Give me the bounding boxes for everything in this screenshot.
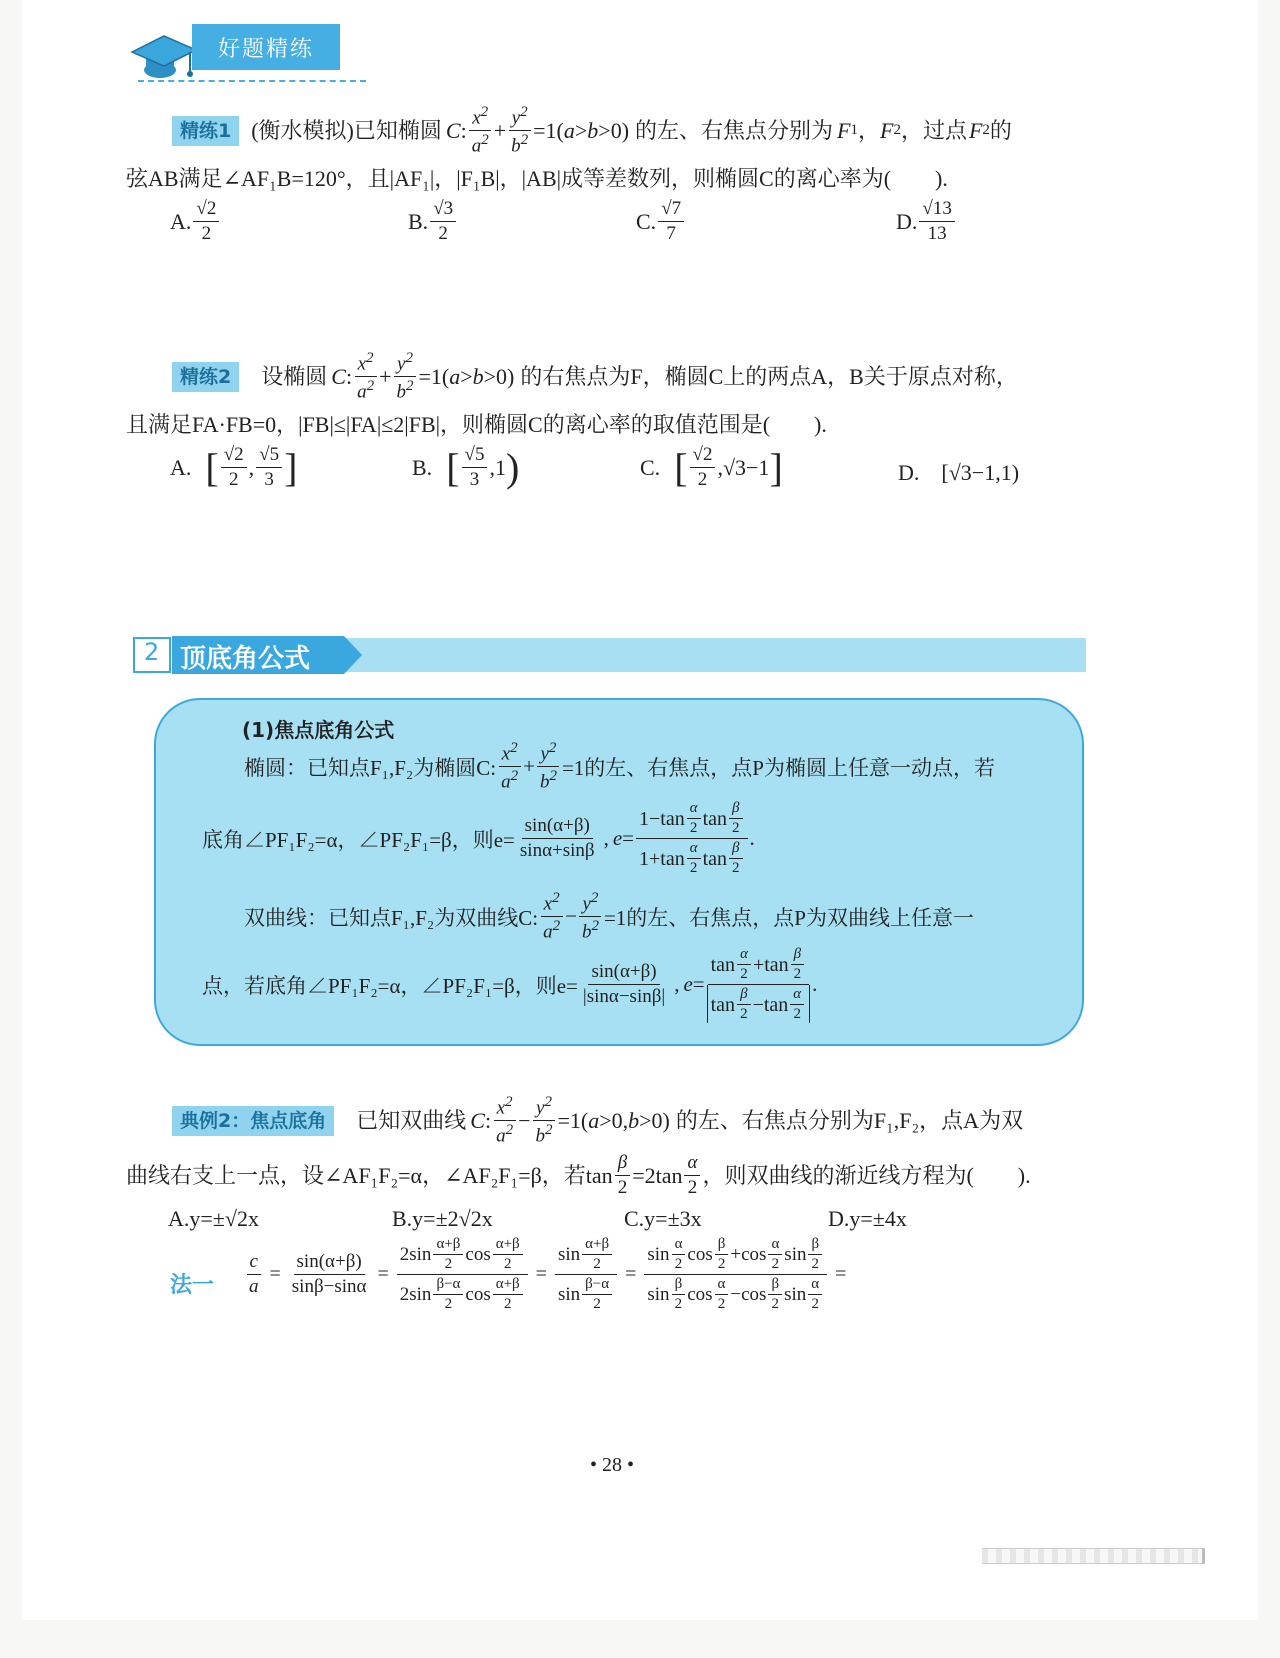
ex2-option-b: B. [ $\frac{√5}{3}$ ,1 ): [412, 444, 520, 490]
header-dashed-divider: [138, 80, 366, 82]
ex2-option-a: A. [ $\frac{√2}{2}$ , $\frac{√5}{3}$ ]: [170, 444, 298, 490]
ex1-option-b: B. $\frac{√3}{2}$: [408, 198, 458, 245]
ex1-line2: 弦AB满足∠AF₁B=120°，且|AF₁|，|F₁B|，|AB|成等差数列，则椭圆C的离心率为( ).: [126, 166, 948, 191]
example2-line2: 曲线右支上一点，设∠AF₁F₂=α，∠AF₂F₁=β，若tan $\frac{\beta}{2}$ =2tan $\frac{\alpha}{2}$ ，则双曲线的渐近线方程为( ).: [126, 1152, 1031, 1198]
section-number: 2: [144, 638, 160, 666]
ex1-text-rest: 的左、右焦点分别为: [635, 117, 834, 143]
ex1-source: (衡水模拟)已知椭圆: [251, 117, 442, 143]
example2-option-d: D.y=±4x: [828, 1206, 907, 1231]
scan-edge-mark: [982, 1548, 1205, 1564]
ex1-tag: 精练1: [172, 116, 239, 146]
graduation-cap-icon: [130, 28, 200, 84]
example2-line1: 典例2：焦点底角 已知双曲线 C : $\frac{x^2}{a^2}$ − $\frac{y^2}{b^2}$ =1( a >0, b >0) 的左、右焦点分别为F₁,F₂，点A为双: [172, 1094, 1132, 1148]
section-header: [132, 636, 1086, 674]
method1-label: 法一: [170, 1273, 215, 1298]
frac-x2-a2: $\frac{x^2}{a^2}$: [469, 104, 492, 158]
example2-option-a: A.y=±√2x: [168, 1206, 259, 1231]
page: [22, 0, 1258, 1620]
ex1-option-a: A. $\frac{√2}{2}$: [170, 198, 221, 245]
example2-tag: 典例2：焦点底角: [172, 1106, 334, 1136]
ex1-line1: 精练1 (衡水模拟)已知椭圆 C : $\frac{x^2}{a^2}$ + $\frac{y^2}{b^2}$ =1( a > b >0) 的左、右焦点分别为 F 1 ， F 2 ，过点 F 2 的: [172, 104, 1122, 158]
ex1-option-c: C. $\frac{√7}{7}$: [636, 198, 686, 245]
section-title: 顶底角公式: [180, 644, 311, 674]
section-bar: [342, 638, 1086, 672]
ellipse-line1: 椭圆：已知点F₁,F₂为椭圆C: $\frac{x^2}{a^2}$ + $\frac{y^2}{b^2}$ =1的左、右焦点，点P为椭圆上任意一动点，若: [244, 740, 995, 793]
example2-text-rest: 的左、右焦点分别为F₁,F₂，点A为双: [675, 1107, 1024, 1133]
example2-option-c: C.y=±3x: [624, 1206, 702, 1231]
method1-derivation: $\frac{c}{a}$ = $\frac{\sin(\alpha+\beta)}{\sin\beta-\sin\alpha}$ = 2sin $\frac{\alpha+\beta}{2}$ cos $\frac{\alpha+\beta}{2}$ 2sin $\frac{\beta-\alpha}{2}$ cos $\frac{\alpha+\beta}{2}$ = sin $\frac{\alpha+\beta}{2}$ sin $\frac{\beta-\alpha}{2}$ = sin $\frac{\alpha}{2}$ cos $\frac{\beta}{2}$ +cos $\frac{\alpha}{2}$ sin $\frac{\beta}{2}$ sin $\frac{\beta}{2}$ cos $\frac{\alpha}{2}$ −cos $\frac{\beta}{2}$ sin $\frac{\alpha}{2}$ =: [244, 1236, 852, 1313]
ex2-option-c: C. [ $\frac{√2}{2}$ ,√3−1 ]: [640, 444, 783, 490]
ex2-line2: 且满足FA·FB=0，|FB|≤|FA|≤2|FB|，则椭圆C的离心率的取值范围是( ).: [126, 412, 827, 437]
ex1-text-end: 的: [989, 117, 1012, 143]
formula-box: [154, 698, 1084, 1046]
header-badge-label: 好题精练: [217, 36, 314, 62]
ex2-line1: 精练2 设椭圆 C : $\frac{x^2}{a^2}$ + $\frac{y^2}{b^2}$ =1( a > b >0) 的右焦点为F，椭圆C上的两点A，B关于原点对称，: [172, 350, 1122, 404]
hyperbola-line2: 点，若底角∠PF₁F₂=α，∠PF₂F₁=β，则e= $\frac{\sin(\alpha+\beta)}{|\sin\alpha-\sin\beta|}$ , e = tan $\frac{\alpha}{2}$ +tan $\frac{\beta}{2}$ tan $\frac{\beta}{2}$ −tan $\frac{\alpha}{2}$ .: [202, 946, 818, 1022]
ex2-text-rest: 的右焦点为F，椭圆C上的两点A，B关于原点对称，: [520, 363, 1018, 389]
example2-option-b: B.y=±2√2x: [392, 1206, 493, 1231]
formula-heading: (1)焦点底角公式: [242, 718, 395, 742]
frac-y2-b2: $\frac{y^2}{b^2}$: [508, 104, 531, 158]
header-badge-area: [130, 20, 370, 90]
header-badge: [192, 24, 340, 70]
hyperbola-line1: 双曲线：已知点F₁,F₂为双曲线C: $\frac{x^2}{a^2}$ − $\frac{y^2}{b^2}$ =1的左、右焦点，点P为双曲线上任意一: [244, 890, 974, 943]
ellipse-line2: 底角∠PF₁F₂=α，∠PF₂F₁=β，则e= $\frac{\sin(\alpha+\beta)}{\sin\alpha+\sin\beta}$ , e = 1−tan $\frac{\alpha}{2}$ tan $\frac{\beta}{2}$ 1+tan $\frac{\alpha}{2}$ tan $\frac{\beta}{2}$ .: [202, 800, 755, 876]
page-number: • 28 •: [589, 1454, 634, 1476]
ex2-tag: 精练2: [172, 362, 239, 392]
ex1-option-d: D. $\frac{√13}{13}$: [896, 198, 957, 245]
ex1-text-tail: ，过点: [900, 117, 967, 143]
ex2-option-d: D. [√3−1,1): [898, 460, 1020, 485]
